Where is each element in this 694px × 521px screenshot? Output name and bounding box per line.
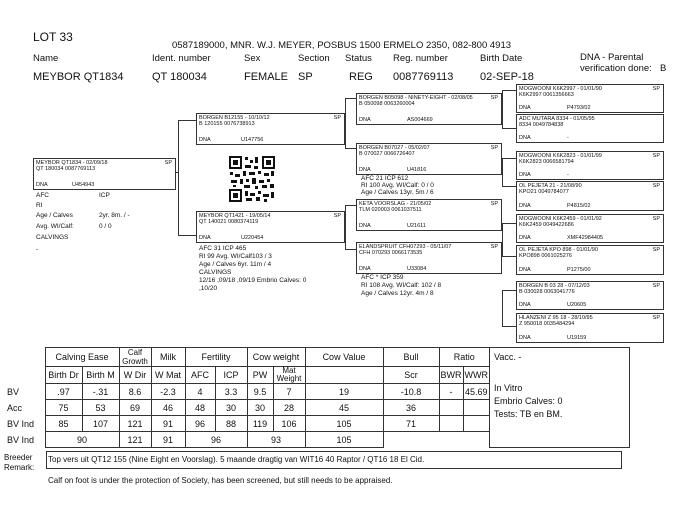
group-cow-weight: Cow weight (247, 348, 305, 367)
table-cell: .97 (45, 384, 82, 400)
table-cell: 106 (273, 416, 305, 432)
ggp-title: ADC MUTARA 8334 - 01/05/95 (519, 116, 595, 122)
animal-birth: 02-SEP-18 (480, 71, 534, 83)
section-badge: SP (652, 283, 660, 289)
table-cell (383, 432, 439, 448)
dna-label: DNA (519, 234, 531, 241)
row-label: BV (7, 386, 20, 397)
pedigree-sire-dam (356, 143, 502, 175)
section-badge: SP (652, 216, 660, 222)
header-birth: Birth Date (480, 53, 523, 64)
row-label: Acc (7, 402, 23, 413)
ds-dna: U21611 (407, 222, 426, 229)
table-cell (439, 432, 463, 448)
table-cell: 48 (185, 400, 215, 416)
col-mat-weight: Mat Weight (273, 367, 305, 384)
col-pw: PW (247, 367, 273, 384)
breeder-remark-label: Breeder Remark: (4, 453, 35, 472)
table-cell: 119 (247, 416, 273, 432)
table-cell: 9.5 (247, 384, 273, 400)
pedigree-ggp-4 (516, 181, 664, 211)
group-fertility: Fertility (185, 348, 247, 367)
connector-line (502, 290, 516, 291)
subject-wcalf-label: Avg. WI/Calf: (36, 223, 74, 230)
ggp-dna: U20605 (567, 301, 587, 308)
animal-status: REG (349, 71, 373, 83)
subject-afc-label: AFC (36, 192, 49, 199)
table-cell (463, 432, 490, 448)
pedigree-ggp-3 (516, 151, 664, 180)
pedigree-subject (33, 158, 176, 190)
notes-panel (490, 348, 630, 448)
group-ratio: Ratio (439, 348, 490, 367)
table-group-header-row (5, 348, 630, 367)
row-label: BV Ind (7, 418, 35, 429)
table-cell (463, 416, 490, 432)
dd-title: ELANDSPRUIT CFH07293 - 05/11/07 (359, 244, 452, 250)
section-badge: SP (490, 95, 498, 101)
table-cell: 69 (119, 400, 151, 416)
table-cell: -.31 (82, 384, 119, 400)
dna-label: DNA (519, 134, 531, 141)
dam-stats: 12/16 ,09/18 ,09/19 Embrio Calves: 0 (199, 277, 307, 284)
dam-stats: RI 99 Avg. WI/Calf103 / 3 (199, 253, 272, 260)
table-cell: 71 (383, 416, 439, 432)
animal-section: SP (298, 71, 313, 83)
ggp-id: KPO21 0049784077 (519, 189, 569, 195)
ggp-title: OL PEJETA 21 - 21/08/90 (519, 183, 582, 189)
dna-label: DNA (519, 266, 531, 273)
table-cell: 7 (273, 384, 305, 400)
connector-line (178, 120, 179, 235)
table-cell: 28 (273, 400, 305, 416)
pedigree-dam-sire (356, 199, 502, 231)
col-scr: Scr (383, 367, 439, 384)
table-cell: 91 (151, 432, 185, 448)
connector-line (345, 98, 356, 99)
subject-dna: U454943 (72, 181, 95, 188)
table-cell: 85 (45, 416, 82, 432)
remark-border (46, 468, 621, 469)
breeder-remark: Top vers uit QT12 155 (Nine Eight en Voorslag). 5 maande dragtig van WIT16 40 Raptor / QT16 18 El Cid. (48, 455, 425, 464)
table-cell: 105 (305, 416, 383, 432)
connector-line (502, 256, 516, 257)
col-afc: AFC (185, 367, 215, 384)
header-section: Section (298, 53, 330, 64)
connector-line (345, 148, 356, 149)
dna-label: DNA (359, 116, 371, 123)
table-cell: 45 (305, 400, 383, 416)
table-cell: 46 (151, 400, 185, 416)
header-dna-2: verification done: (580, 63, 652, 74)
table-cell: 36 (383, 400, 439, 416)
ss-dna: AS004669 (407, 116, 433, 123)
col-birth-mat: Birth M (82, 367, 119, 384)
connector-line (502, 186, 516, 187)
table-cell: 88 (215, 416, 247, 432)
vacc-note: Vacc. - (494, 352, 522, 362)
ggp-dna: XMF42984405 (567, 234, 604, 241)
table-cell: 93 (247, 432, 305, 448)
table-cell (439, 416, 463, 432)
connector-line (345, 205, 346, 249)
pedigree-ggp-1 (516, 84, 664, 113)
ggp-id: B 030028 0063041776 (519, 289, 575, 295)
ggp-dna: U19159 (567, 334, 587, 341)
tests-note: Tests: TB en BM. (494, 409, 563, 419)
sd-stats: RI 100 Avg. WI/Calf: 0 / 0 (361, 182, 434, 189)
animal-sex: FEMALE (244, 71, 289, 83)
group-calf-growth: Calf Growth (119, 348, 151, 367)
row-label: BV Ind (7, 434, 35, 445)
sd-stats: Age / Calves 13yr. 5m / 6 (361, 189, 434, 196)
ds-title: KETA VOORSLAG - 21/05/02 (359, 201, 432, 207)
dna-label: DNA (519, 104, 531, 111)
header-status: Status (345, 53, 372, 64)
ggp-dna: - (567, 134, 569, 141)
header-sex: Sex (244, 53, 261, 64)
dam-title: MEYBOR QT1421 - 19/05/14 (199, 213, 271, 219)
table-cell: 96 (185, 432, 247, 448)
header-ident: Ident. number (152, 53, 211, 64)
ggp-id: Z 950018 0035484294 (519, 321, 575, 327)
connector-line (502, 90, 503, 128)
table-cell: 4 (185, 384, 215, 400)
embrio-note: Embrio Calves: 0 (494, 396, 563, 406)
ggp-title: MOGWOONI K6K2459 - 01/01/92 (519, 216, 602, 222)
ggp-dna: P4793/02 (567, 104, 591, 111)
sire-id: B 120155 0076738913 (199, 121, 255, 127)
ggp-dna: P4815/02 (567, 202, 591, 209)
header-reg: Reg. number (393, 53, 448, 64)
connector-line (502, 290, 503, 326)
col-wwr: WWR (463, 367, 490, 384)
pedigree-ggp-7 (516, 281, 664, 310)
connector-line (178, 235, 196, 236)
group-calving-ease: Calving Ease (45, 348, 119, 367)
section-badge: SP (490, 145, 498, 151)
ds-id: TLM 020003 0061037511 (359, 207, 422, 213)
dd-stats: RI 108 Avg. WI/Calf: 102 / 8 (361, 282, 442, 289)
ggp-id: K6K2459 0049422686 (519, 222, 574, 228)
sire-title: BORGEN B12155 - 10/10/12 (199, 115, 270, 121)
table-cell: -10.8 (383, 384, 439, 400)
dna-label: DNA (519, 202, 531, 209)
dna-label: DNA (359, 166, 371, 173)
dam-id: QT 140021 0080374119 (199, 219, 259, 225)
pedigree-sire-sire (356, 93, 502, 125)
pedigree-dam-dam (356, 242, 502, 274)
col-icp: ICP (215, 367, 247, 384)
col-wean-mat: W Mat (151, 367, 185, 384)
subject-age-label: Age / Calves (36, 212, 73, 219)
group-milk: Milk (151, 348, 185, 367)
table-cell: 19 (305, 384, 383, 400)
pedigree-ggp-5 (516, 214, 664, 243)
table-cell: 96 (185, 416, 215, 432)
section-badge: SP (333, 213, 341, 219)
dd-id: CFH 070293 0066173535 (359, 250, 423, 256)
subject-title: MEYBOR QT1834 - 02/09/18 (36, 160, 108, 166)
table-cell: 75 (45, 400, 82, 416)
connector-line (502, 326, 516, 327)
col-bwr: BWR (439, 367, 463, 384)
footer-note: Calf on foot is under the protection of Society, has been screened, but still needs to be appraised. (48, 476, 393, 485)
in-vitro-note: In Vitro (494, 383, 523, 393)
remark-border (621, 451, 622, 469)
ss-title: BORGEN B05098 - NINETY-EIGHT - 02/08/05 (359, 95, 473, 101)
sd-dna: U41816 (407, 166, 427, 173)
pedigree-sire (196, 113, 345, 145)
section-badge: SP (333, 115, 341, 121)
ggp-id: KPO898 0061025276 (519, 253, 572, 259)
connector-line (345, 249, 356, 250)
table-cell: 107 (82, 416, 119, 432)
group-cow-value: Cow Value (305, 348, 383, 367)
group-bull: Bull (383, 348, 439, 367)
ggp-title: OL PEJETA KPO 898 - 01/01/90 (519, 247, 598, 253)
ggp-title: MOGWOONI K6K2997 - 01/01/90 (519, 86, 602, 92)
connector-line (502, 128, 516, 129)
table-cell: 91 (151, 416, 185, 432)
subject-ri-label: RI (36, 202, 43, 209)
sd-title: BORGEN B07027 - 05/02/07 (359, 145, 430, 151)
dna-label: DNA (519, 334, 531, 341)
connector-line (345, 205, 356, 206)
performance-table (5, 347, 630, 448)
table-cell: 53 (82, 400, 119, 416)
pedigree-ggp-8 (516, 313, 664, 343)
dd-dna: U33084 (407, 265, 427, 272)
subject-wcalf-value: 0 / 0 (99, 223, 112, 230)
dam-stats: ,10/20 (199, 285, 218, 292)
table-cell: 8.6 (119, 384, 151, 400)
connector-line (502, 158, 503, 186)
sd-stats: AFC 21 ICP 612 (361, 175, 409, 182)
owner-address: 0587189000, MNR. W.J. MEYER, POSBUS 1500 ERMELO 2350, 082-800 4913 (172, 40, 512, 51)
qr-code (228, 155, 276, 203)
table-cell (463, 400, 490, 416)
table-cell: 121 (119, 416, 151, 432)
connector-line (345, 98, 346, 148)
connector-line (502, 223, 516, 224)
animal-name: MEYBOR QT1834 (33, 71, 124, 83)
ggp-title: BORGEN B 03 28 - 07/12/03 (519, 283, 590, 289)
col-birth-dir: Birth Dr (45, 367, 82, 384)
section-badge: SP (652, 247, 660, 253)
connector-line (502, 223, 503, 256)
pedigree-dam (196, 211, 345, 243)
connector-line (178, 120, 196, 121)
table-cell: 3.3 (215, 384, 247, 400)
dam-stats: AFC 31 ICP 465 (199, 245, 247, 252)
dam-stats: CALVINGS (199, 269, 232, 276)
header-name: Name (33, 53, 59, 64)
ggp-id: K6K2823 0066581794 (519, 159, 574, 165)
pedigree-ggp-6 (516, 245, 664, 275)
connector-line (502, 158, 516, 159)
dna-label: DNA (359, 265, 371, 272)
section-badge: SP (490, 201, 498, 207)
sd-id: B 070027 0066726407 (359, 151, 415, 157)
table-cell: 90 (45, 432, 119, 448)
sire-dna: U147756 (241, 136, 264, 143)
dam-stats: Age / Calves 6yr. 11m / 4 (199, 261, 272, 268)
section-badge: SP (652, 315, 660, 321)
remark-border (46, 451, 47, 469)
subject-age-value: 2yr. 8m. / - (99, 212, 130, 219)
header-dna-value: B (660, 63, 667, 74)
pedigree-ggp-2 (516, 114, 664, 143)
header-dna-1: DNA - Parental (580, 52, 644, 63)
table-cell: 105 (305, 432, 383, 448)
dna-label: DNA (199, 136, 211, 143)
section-badge: SP (490, 244, 498, 250)
dd-stats: AFC * ICP 359 (361, 274, 404, 281)
subject-calvings-label: CALVINGS (36, 234, 69, 241)
section-badge: SP (164, 160, 172, 166)
animal-ident: QT 180034 (152, 71, 207, 83)
dd-stats: Age / Calves 12yr. 4m / 8 (361, 290, 434, 297)
dam-dna: U220454 (241, 234, 264, 241)
subject-icp-label: ICP (99, 192, 110, 199)
dna-label: DNA (199, 234, 211, 241)
animal-reg: 0087769113 (393, 71, 454, 83)
section-badge: SP (652, 183, 660, 189)
section-badge: SP (652, 86, 660, 92)
ggp-id: K6K2997 0061356663 (519, 92, 574, 98)
remark-border (46, 451, 621, 452)
table-cell: 45.69 (463, 384, 490, 400)
table-cell: - (439, 384, 463, 400)
table-cell: 30 (215, 400, 247, 416)
subject-id: QT 180034 0087769113 (36, 166, 96, 172)
table-cell: 121 (119, 432, 151, 448)
table-cell: -2.3 (151, 384, 185, 400)
ggp-id: 8334 0049784838 (519, 122, 564, 128)
col-wean-dir: W Dir (119, 367, 151, 384)
dna-label: DNA (519, 171, 531, 178)
dna-label: DNA (36, 181, 48, 188)
col-cow-value (305, 367, 383, 384)
lot-number: LOT 33 (33, 30, 73, 44)
ggp-dna: - (567, 171, 569, 178)
section-badge: SP (652, 153, 660, 159)
ggp-dna: P1275/00 (567, 266, 591, 273)
table-cell: 30 (247, 400, 273, 416)
dna-label: DNA (519, 301, 531, 308)
dna-label: DNA (359, 222, 371, 229)
subject-calvings-value: - (36, 246, 39, 253)
ggp-title: HLANZENI Z 95 18 - 28/10/95 (519, 315, 593, 321)
table-cell (439, 400, 463, 416)
connector-line (502, 90, 516, 91)
ggp-title: MOGWOONI K6K2823 - 01/01/99 (519, 153, 602, 159)
ss-id: B 050098 0063260004 (359, 101, 415, 107)
